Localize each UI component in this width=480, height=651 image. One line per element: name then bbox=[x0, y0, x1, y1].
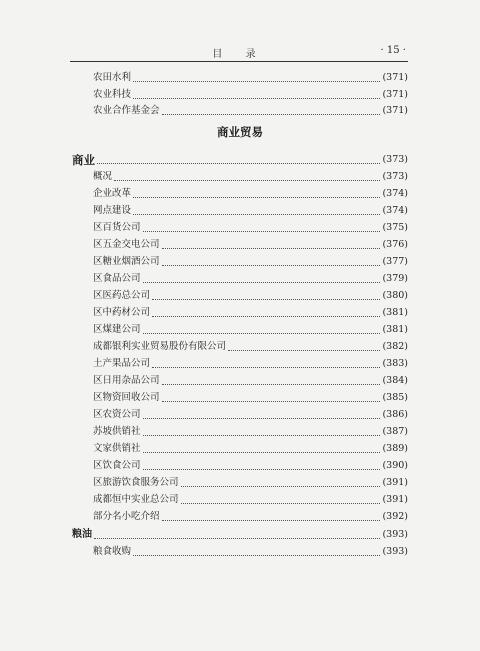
toc-entry-label: 区百货公司 bbox=[93, 222, 141, 233]
leader-dots bbox=[162, 113, 381, 115]
leader-dots bbox=[143, 281, 381, 283]
toc-entry-label: 企业改革 bbox=[93, 188, 132, 199]
toc-entry-label: 成都银利实业贸易股份有限公司 bbox=[93, 341, 227, 352]
toc-entry-page: (391) bbox=[382, 494, 408, 505]
toc-entry[interactable] bbox=[93, 288, 408, 304]
toc-entry-page: (381) bbox=[382, 324, 408, 335]
header-title: 目 录 bbox=[212, 49, 266, 60]
toc-entry[interactable] bbox=[93, 424, 408, 440]
toc-entry-label: 区物资回收公司 bbox=[93, 392, 160, 403]
toc-chapter-entry[interactable] bbox=[72, 152, 408, 168]
toc-entry[interactable] bbox=[93, 87, 408, 103]
leader-dots bbox=[143, 332, 381, 334]
toc-entry[interactable] bbox=[93, 339, 408, 355]
toc-entry[interactable] bbox=[93, 475, 408, 491]
toc-entry[interactable] bbox=[93, 356, 408, 372]
leader-dots bbox=[162, 519, 381, 521]
toc-entry-label: 区煤建公司 bbox=[93, 324, 141, 335]
toc-entry[interactable] bbox=[93, 390, 408, 406]
toc-entry-page: (387) bbox=[382, 426, 408, 437]
toc-entry-page: (376) bbox=[382, 239, 408, 250]
leader-dots bbox=[162, 400, 381, 402]
leader-dots bbox=[143, 417, 381, 419]
toc-entry-page: (393) bbox=[382, 529, 408, 540]
toc-entry[interactable] bbox=[93, 186, 408, 202]
toc-entry-page: (383) bbox=[382, 358, 408, 369]
toc-entry-label: 区食品公司 bbox=[93, 273, 141, 284]
toc-entry-label: 农业科技 bbox=[93, 89, 132, 100]
toc-entry[interactable] bbox=[93, 373, 408, 389]
toc-entry-page: (390) bbox=[382, 460, 408, 471]
toc-entry[interactable] bbox=[93, 169, 408, 185]
toc-entry-page: (377) bbox=[382, 256, 408, 267]
leader-dots bbox=[133, 554, 380, 556]
leader-dots bbox=[143, 434, 381, 436]
page-header bbox=[70, 45, 408, 62]
toc-entry-label: 成都恒中实业总公司 bbox=[93, 494, 179, 505]
toc-entry-label: 网点建设 bbox=[93, 205, 132, 216]
toc-entry[interactable] bbox=[93, 441, 408, 457]
toc-entry-page: (393) bbox=[382, 546, 408, 557]
header-page-number: · 15 · bbox=[380, 45, 406, 56]
toc-entry-label: 区日用杂品公司 bbox=[93, 375, 160, 386]
toc-entry-page: (379) bbox=[382, 273, 408, 284]
leader-dots bbox=[152, 298, 380, 300]
toc-entry-page: (380) bbox=[382, 290, 408, 301]
toc-entry-label: 区医药总公司 bbox=[93, 290, 151, 301]
toc-entry-label: 农田水利 bbox=[93, 72, 132, 83]
toc-entry-page: (382) bbox=[382, 341, 408, 352]
toc-chapter-label: 粮油 bbox=[72, 529, 92, 540]
toc-entry[interactable] bbox=[93, 271, 408, 287]
toc-chapter-label: 商业 bbox=[72, 153, 95, 167]
toc-entry[interactable] bbox=[93, 458, 408, 474]
section-title: 商业贸易 bbox=[217, 125, 263, 139]
toc-entry-label: 农业合作基金会 bbox=[93, 105, 160, 116]
leader-dots bbox=[114, 179, 380, 181]
leader-dots bbox=[133, 196, 380, 198]
leader-dots bbox=[162, 247, 381, 249]
toc-entry[interactable] bbox=[93, 103, 408, 119]
leader-dots bbox=[133, 97, 380, 99]
toc-entry-page: (386) bbox=[382, 409, 408, 420]
toc-entry[interactable] bbox=[93, 492, 408, 508]
toc-entry-page: (371) bbox=[382, 105, 408, 116]
toc-entry[interactable] bbox=[93, 254, 408, 270]
leader-dots bbox=[162, 383, 381, 385]
toc-entry-page: (392) bbox=[382, 511, 408, 522]
toc-entry[interactable] bbox=[93, 220, 408, 236]
toc-entry-label: 部分名小吃介绍 bbox=[93, 511, 160, 522]
toc-entry-page: (371) bbox=[382, 89, 408, 100]
toc-entry-label: 区糖业烟酒公司 bbox=[93, 256, 160, 267]
leader-dots bbox=[133, 213, 380, 215]
leader-dots bbox=[143, 451, 381, 453]
toc-entry-label: 文家供销社 bbox=[93, 443, 141, 454]
toc-entry-label: 区农资公司 bbox=[93, 409, 141, 420]
toc-entry-label: 苏坡供销社 bbox=[93, 426, 141, 437]
toc-entry[interactable] bbox=[93, 407, 408, 423]
toc-entry-page: (384) bbox=[382, 375, 408, 386]
leader-dots bbox=[143, 468, 381, 470]
toc-entry[interactable] bbox=[93, 509, 408, 525]
leader-dots bbox=[228, 349, 380, 351]
toc-entry-page: (373) bbox=[382, 154, 408, 165]
toc-entry[interactable] bbox=[93, 544, 408, 560]
leader-dots bbox=[133, 80, 380, 82]
toc-entry-label: 区旅游饮食服务公司 bbox=[93, 477, 179, 488]
leader-dots bbox=[181, 502, 381, 504]
toc-entry-page: (375) bbox=[382, 222, 408, 233]
toc-entry-page: (374) bbox=[382, 188, 408, 199]
toc-entry-page: (381) bbox=[382, 307, 408, 318]
leader-dots bbox=[152, 315, 380, 317]
leader-dots bbox=[181, 485, 381, 487]
leader-dots bbox=[162, 264, 381, 266]
toc-chapter-entry[interactable] bbox=[72, 527, 408, 543]
toc-entry-page: (374) bbox=[382, 205, 408, 216]
toc-entry-page: (373) bbox=[382, 171, 408, 182]
leader-dots bbox=[97, 162, 380, 164]
toc-entry[interactable] bbox=[93, 203, 408, 219]
toc-entry-label: 区五金交电公司 bbox=[93, 239, 160, 250]
leader-dots bbox=[143, 230, 381, 232]
toc-entry-page: (385) bbox=[382, 392, 408, 403]
toc-entry-label: 区中药材公司 bbox=[93, 307, 151, 318]
toc-entry-label: 粮食收购 bbox=[93, 546, 132, 557]
toc-entry-page: (391) bbox=[382, 477, 408, 488]
toc-entry[interactable] bbox=[93, 322, 408, 338]
toc-entry-label: 概况 bbox=[93, 171, 113, 182]
toc-entry-label: 区饮食公司 bbox=[93, 460, 141, 471]
toc-entry[interactable] bbox=[93, 237, 408, 253]
toc-entry-page: (389) bbox=[382, 443, 408, 454]
toc-entry-label: 土产果品公司 bbox=[93, 358, 151, 369]
leader-dots bbox=[152, 366, 380, 368]
leader-dots bbox=[94, 537, 380, 539]
toc-entry[interactable] bbox=[93, 305, 408, 321]
toc-entry[interactable] bbox=[93, 70, 408, 86]
toc-entry-page: (371) bbox=[382, 72, 408, 83]
